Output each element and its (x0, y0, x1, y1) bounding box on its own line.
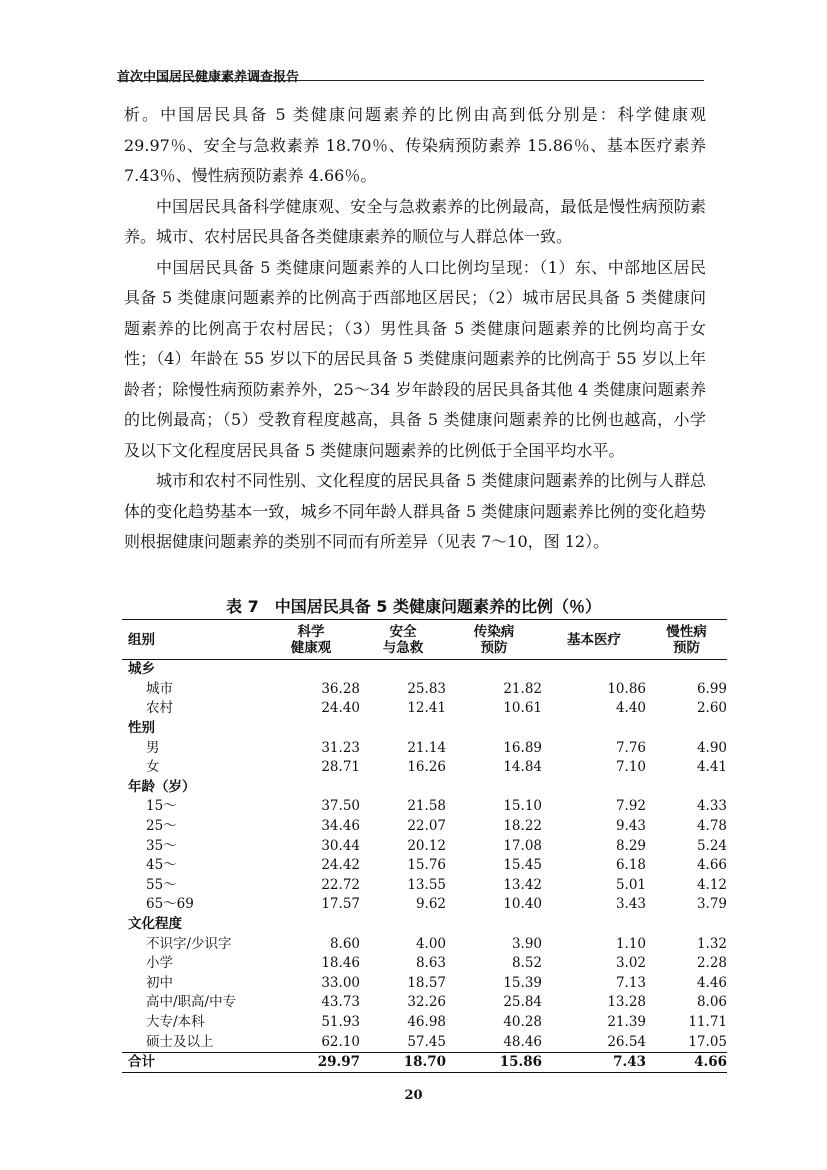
table-cell: 9.43 (615, 818, 646, 835)
table-row (122, 993, 727, 1013)
row-label: 45～ (146, 857, 177, 874)
table-cell: 7.43 (542, 1052, 646, 1073)
table-cell: 3.79 (696, 896, 727, 913)
table-cell: 30.44 (321, 837, 360, 854)
table-row (122, 974, 727, 994)
table-cell: 18.22 (503, 818, 542, 835)
table-cell: 10.86 (607, 680, 646, 697)
table-cell: 51.93 (321, 1013, 360, 1030)
table-cell: 16.26 (407, 759, 446, 776)
table-cell: 4.78 (696, 818, 727, 835)
row-label: 35～ (146, 837, 177, 854)
table-cell: 17.08 (503, 837, 542, 854)
table-cell: 13.55 (407, 876, 446, 893)
table-cell (646, 915, 727, 935)
table-cell: 13.28 (607, 994, 646, 1011)
table-cell: 24.40 (321, 700, 360, 717)
table-cell (360, 660, 446, 680)
table-cell: 2.60 (696, 700, 727, 717)
table-cell: 7.10 (615, 759, 646, 776)
table-cell: 11.71 (688, 1013, 727, 1030)
table-cell: 3.43 (615, 896, 646, 913)
table-cell: 46.98 (407, 1013, 446, 1030)
table-cell: 57.45 (407, 1033, 446, 1050)
table-cell: 32.26 (407, 994, 446, 1011)
table-cell: 10.40 (503, 896, 542, 913)
total-label: 合计 (122, 1052, 262, 1073)
table-row (122, 797, 727, 817)
category-label: 城乡 (128, 661, 155, 678)
table-cell (446, 660, 542, 680)
paragraph: 城市和农村不同性别、文化程度的居民具备 5 类健康问题素养的比例与人群总体的变化趋势基本一致，城乡不同年龄人群具备 5 类健康问题素养比例的变化趋势则根据健康问题素养的类别不同而有所差异（见表 7～10，图 12）。 (124, 471, 706, 551)
category-row (122, 719, 727, 739)
header-science-health (262, 620, 360, 660)
row-label: 农村 (146, 700, 173, 717)
table-cell: 9.62 (415, 896, 446, 913)
header-chronic-prevention (646, 620, 727, 660)
table-cell: 7.76 (615, 739, 646, 756)
table-cell: 7.92 (615, 798, 646, 815)
row-label: 女 (146, 759, 160, 776)
table-cell (446, 719, 542, 739)
table-cell: 31.23 (321, 739, 360, 756)
table-cell: 1.32 (696, 935, 727, 952)
table-cell (646, 719, 727, 739)
row-label: 初中 (146, 974, 173, 991)
table-cell: 3.90 (511, 935, 542, 952)
header-basic-medical: 基本医疗 (542, 620, 646, 660)
table-cell: 15.39 (503, 974, 542, 991)
table-row (122, 699, 727, 719)
body-text (124, 100, 706, 558)
table-cell: 14.84 (503, 759, 542, 776)
table-cell: 3.02 (615, 955, 646, 972)
table-cell: 8.63 (415, 955, 446, 972)
table-cell: 4.00 (415, 935, 446, 952)
table-cell: 22.72 (321, 876, 360, 893)
table-cell: 25.83 (407, 680, 446, 697)
header-group: 组别 (122, 620, 262, 660)
table-body (122, 660, 727, 1053)
table-cell: 43.73 (321, 994, 360, 1011)
table-cell: 25.84 (503, 994, 542, 1011)
table-cell: 5.01 (615, 876, 646, 893)
category-label: 文化程度 (128, 916, 182, 933)
table-cell: 8.60 (329, 935, 360, 952)
table-cell (542, 778, 646, 798)
table-cell: 12.41 (407, 700, 446, 717)
table-cell: 36.28 (321, 680, 360, 697)
table-caption: 表 7 中国居民具备 5 类健康问题素养的比例（％） (226, 597, 601, 616)
table-cell: 5.24 (696, 837, 727, 854)
table-cell (446, 778, 542, 798)
table-row (122, 1032, 727, 1052)
table-cell (360, 778, 446, 798)
row-label: 高中/职高/中专 (146, 994, 237, 1011)
table-cell: 37.50 (321, 798, 360, 815)
header-line: 科学 (297, 624, 325, 640)
table-cell: 4.12 (696, 876, 727, 893)
table-total-row (122, 1052, 727, 1073)
table-row (122, 1013, 727, 1033)
table-cell (262, 660, 360, 680)
row-label: 小学 (146, 955, 173, 972)
table-row (122, 817, 727, 837)
header-infectious-prevention (446, 620, 542, 660)
paragraph: 析。中国居民具备 5 类健康问题素养的比例由高到低分别是：科学健康观 29.97％、安全与急救素养 18.70％、传染病预防素养 15.86％、基本医疗素养 7.43％、慢性病预防素养 4.66％。 (124, 105, 706, 185)
table-row (122, 758, 727, 778)
table-cell: 62.10 (321, 1033, 360, 1050)
table-row (122, 856, 727, 876)
table-cell (262, 719, 360, 739)
table-row (122, 934, 727, 954)
table-cell: 15.76 (407, 857, 446, 874)
table-cell: 4.46 (696, 974, 727, 991)
page-number: 20 (404, 1088, 423, 1103)
health-literacy-table (122, 619, 727, 1073)
table-cell: 15.86 (446, 1052, 542, 1073)
table-cell: 18.46 (321, 955, 360, 972)
category-row (122, 778, 727, 798)
table-cell: 40.28 (503, 1013, 542, 1030)
running-header: 首次中国居民健康素养调查报告 (117, 70, 300, 85)
table-cell: 17.57 (321, 896, 360, 913)
category-row (122, 660, 727, 680)
header-safety-first-aid (360, 620, 446, 660)
table-cell: 8.52 (511, 955, 542, 972)
table-cell (446, 915, 542, 935)
table-cell: 29.97 (262, 1052, 360, 1073)
table-cell: 28.71 (321, 759, 360, 776)
table-cell: 8.06 (696, 994, 727, 1011)
table-row (122, 895, 727, 915)
header-line: 健康观 (290, 640, 332, 656)
table-cell: 21.39 (607, 1013, 646, 1030)
table-cell: 8.29 (615, 837, 646, 854)
category-label: 性别 (128, 720, 155, 737)
table-cell: 33.00 (321, 974, 360, 991)
paragraph: 中国居民具备科学健康观、安全与急救素养的比例最高，最低是慢性病预防素养。城市、农村居民具备各类健康素养的顺位与人群总体一致。 (124, 196, 706, 246)
row-label: 65～69 (146, 896, 194, 913)
table-cell: 22.07 (407, 818, 446, 835)
table-cell (360, 915, 446, 935)
table-cell: 15.45 (503, 857, 542, 874)
row-label: 15～ (146, 798, 177, 815)
table-cell: 21.14 (407, 739, 446, 756)
table-cell: 1.10 (615, 935, 646, 952)
table-cell: 7.13 (615, 974, 646, 991)
header-line: 安全 (389, 624, 417, 640)
table-cell: 26.54 (607, 1033, 646, 1050)
row-label: 城市 (146, 680, 173, 697)
table-cell: 21.58 (407, 798, 446, 815)
table-cell: 15.10 (503, 798, 542, 815)
table-cell (646, 778, 727, 798)
table-cell: 20.12 (407, 837, 446, 854)
table-row (122, 954, 727, 974)
table-cell: 17.05 (688, 1033, 727, 1050)
table-cell: 4.66 (696, 857, 727, 874)
row-label: 不识字/少识字 (146, 935, 232, 952)
table-cell: 48.46 (503, 1033, 542, 1050)
table-row (122, 836, 727, 856)
paragraph: 中国居民具备 5 类健康问题素养的人口比例均呈现：（1）东、中部地区居民具备 5 类健康问题素养的比例高于西部地区居民；（2）城市居民具备 5 类健康问题素养的比例高于农村居民；（3）男性具备 5 类健康问题素养的比例均高于女性；（4）年龄在 55 岁以下的居民具备 5 类健康问题素养的比例高于 55 岁以上年龄者；除慢性病预防素养外，25～34 岁年龄段的居民具备其他 4 类健康问题素养的比例最高；（5）受教育程度越高，具备 5 类健康问题素养的比例也越高，小学及以下文化程度居民具备 5 类健康问题素养的比例低于全国平均水平。 (124, 257, 706, 460)
table-cell: 4.66 (646, 1052, 727, 1073)
category-label: 年龄（岁） (128, 778, 196, 795)
table-cell: 24.42 (321, 857, 360, 874)
header-line: 传染病 (473, 624, 515, 640)
table-cell: 4.40 (615, 700, 646, 717)
table-cell (542, 719, 646, 739)
row-label: 25～ (146, 818, 177, 835)
table-cell: 6.18 (615, 857, 646, 874)
table-cell: 4.41 (696, 759, 727, 776)
header-line: 与急救 (382, 640, 424, 656)
table-cell (360, 719, 446, 739)
row-label: 大专/本科 (146, 1013, 205, 1030)
table-row (122, 738, 727, 758)
row-label: 55～ (146, 876, 177, 893)
table-cell (262, 778, 360, 798)
category-row (122, 915, 727, 935)
header-rule (117, 80, 704, 81)
table-cell: 18.70 (360, 1052, 446, 1073)
header-line: 慢性病 (666, 624, 707, 640)
table-cell: 16.89 (503, 739, 542, 756)
table-cell (542, 660, 646, 680)
table-cell (542, 915, 646, 935)
table-cell (262, 915, 360, 935)
table-cell: 34.46 (321, 818, 360, 835)
table-cell: 4.33 (696, 798, 727, 815)
table-row (122, 680, 727, 700)
header-line: 预防 (673, 640, 700, 656)
table-cell: 4.90 (696, 739, 727, 756)
table-cell: 18.57 (407, 974, 446, 991)
table-cell: 10.61 (503, 700, 542, 717)
table-header-row (122, 620, 727, 660)
table-cell: 2.28 (696, 955, 727, 972)
table-cell: 21.82 (503, 680, 542, 697)
row-label: 硕士及以上 (146, 1033, 214, 1050)
table-row (122, 876, 727, 896)
table-cell (646, 660, 727, 680)
table-cell: 13.42 (503, 876, 542, 893)
table-cell: 6.99 (696, 680, 727, 697)
header-line: 预防 (480, 640, 508, 656)
row-label: 男 (146, 739, 160, 756)
